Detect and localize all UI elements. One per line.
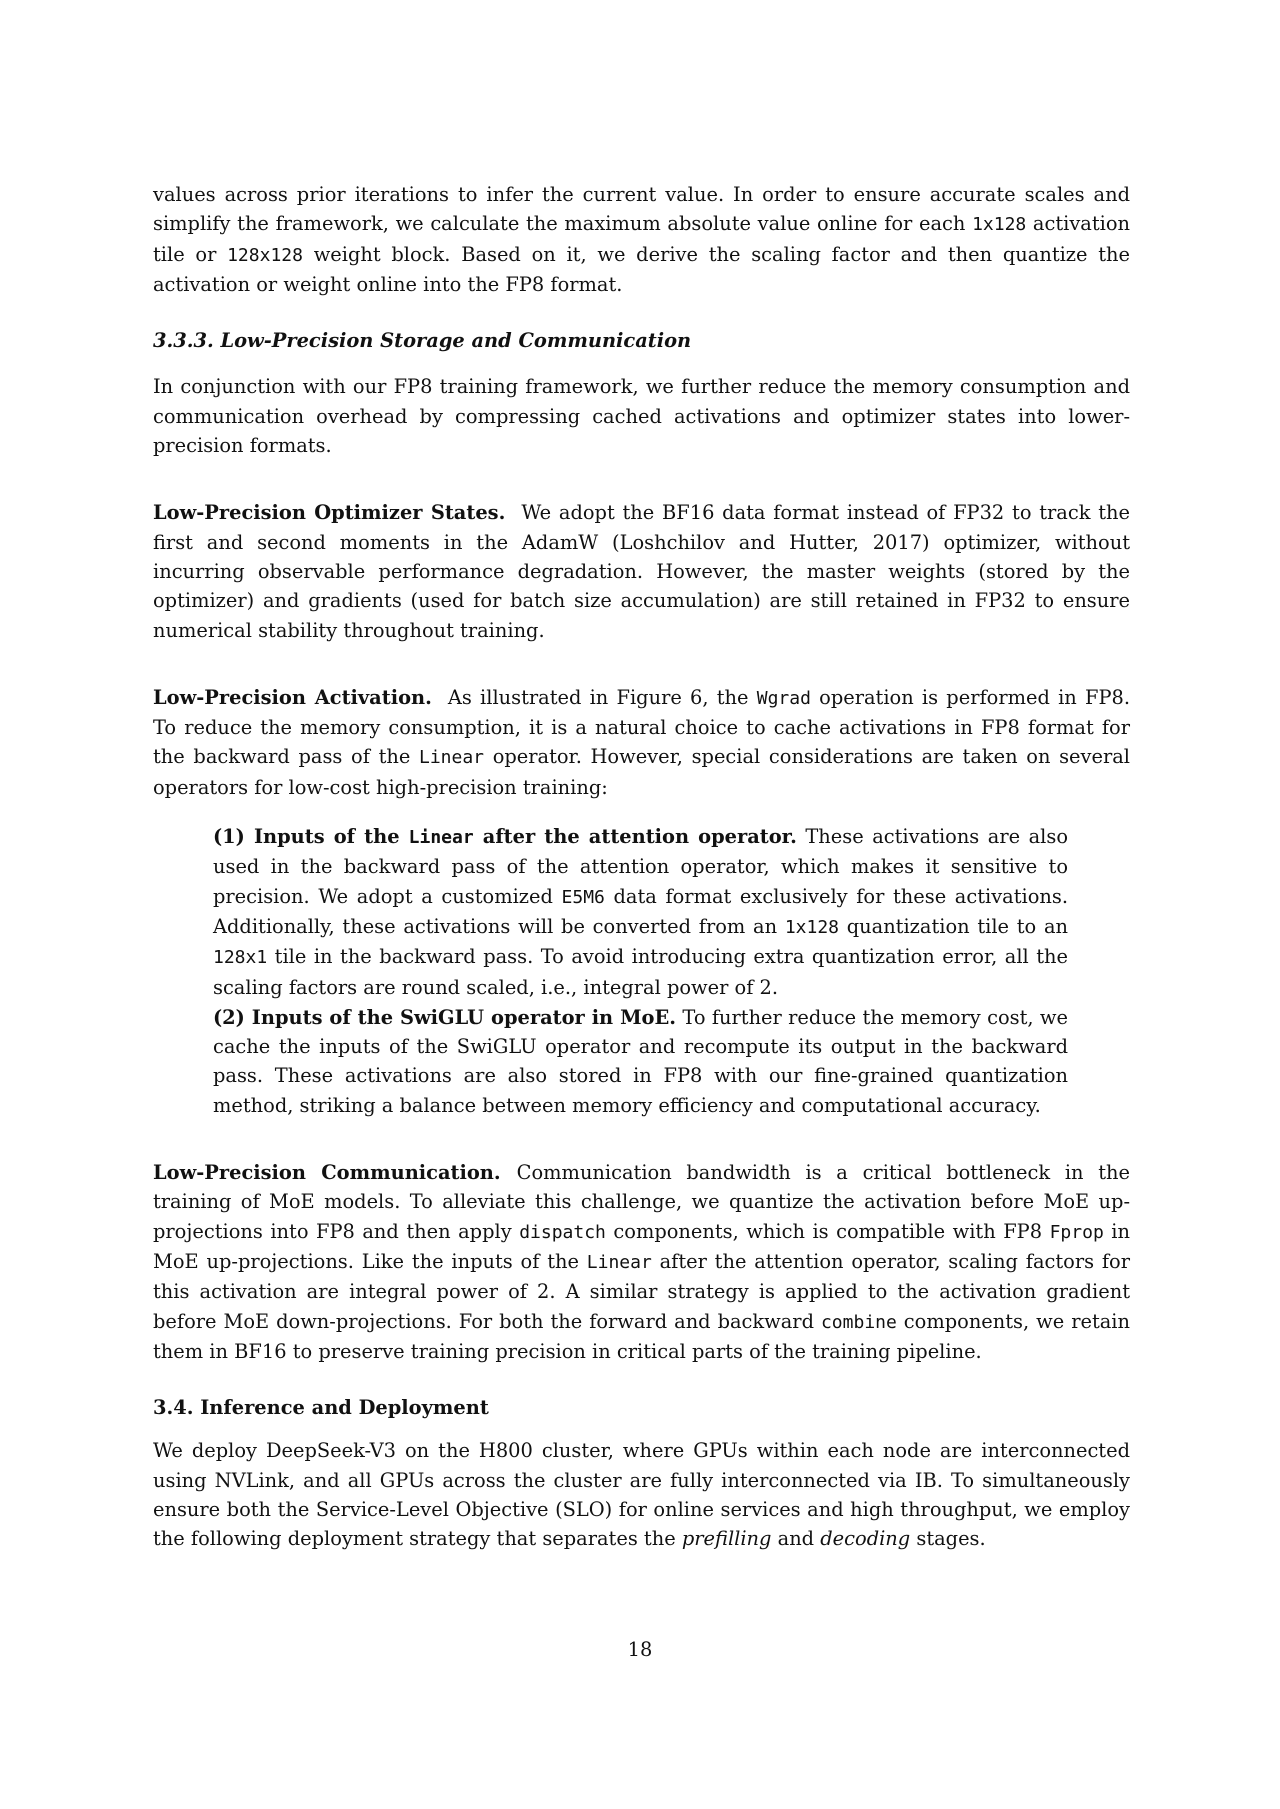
activation-paragraph bbox=[153, 683, 1130, 802]
text-run: after the attention operator, scaling factors for this activation are integral power of 2. A similar strategy is applied to the activation gradient before MoE down-projections. For both the forward and backward bbox=[153, 1249, 1130, 1333]
section-heading-34: 3.4. Inference and Deployment bbox=[153, 1396, 489, 1420]
section-34-paragraph bbox=[153, 1436, 1130, 1553]
paragraph-heading: Low-Precision Activation. bbox=[153, 685, 432, 709]
text-run: (1) Inputs of the bbox=[213, 825, 409, 849]
subsection-333-paragraph: In conjunction with our FP8 training framework, we further reduce the memory consumption and communication overhead by compressing cached activations and optimizer states into lower-precision formats. bbox=[153, 375, 1130, 458]
text-run: and bbox=[771, 1527, 821, 1551]
text-run: weight block. Based on it, we derive the scaling factor and then quantize the activation or weight online into the FP8 format. bbox=[153, 242, 1130, 296]
item-heading bbox=[213, 825, 797, 848]
text-run: tile in the backward pass. To avoid introducing extra quantization error, all the scaling factors are round scaled, i.e., integral power of 2. bbox=[213, 945, 1068, 999]
code-linear: Linear bbox=[419, 747, 485, 769]
activation-list bbox=[213, 822, 1068, 1120]
code-1x128: 1x128 bbox=[784, 916, 839, 938]
list-item bbox=[213, 822, 1068, 1002]
code-linear: Linear bbox=[408, 827, 474, 849]
code-linear: Linear bbox=[586, 1251, 652, 1273]
code-128x1: 128x1 bbox=[213, 947, 268, 969]
text-run: components, which is compatible with FP8 bbox=[605, 1219, 1050, 1243]
code-e5m6: E5M6 bbox=[561, 886, 605, 908]
item-heading: (2) Inputs of the SwiGLU operator in MoE. bbox=[213, 1005, 677, 1029]
code-wgrad: Wgrad bbox=[756, 687, 811, 709]
text-run: values across prior iterations to infer the current value. In order to ensure accurate scales and simplify the framework, we calculate the maximum absolute value online for each bbox=[153, 183, 1130, 236]
emphasis-decoding: decoding bbox=[820, 1527, 911, 1551]
intro-paragraph bbox=[153, 180, 1130, 299]
text-run: These activations are also used in the backward pass of the attention operator, which makes it sensitive to precision. We adopt a customized bbox=[213, 825, 1068, 908]
text-run: As illustrated in Figure 6, the bbox=[447, 685, 757, 709]
list-item bbox=[213, 1003, 1068, 1120]
emphasis-prefilling: prefilling bbox=[681, 1527, 772, 1551]
text-run: data format exclusively for these activations. Additionally, these activations will be converted from an bbox=[213, 884, 1068, 938]
paragraph-heading: Low-Precision Optimizer States. bbox=[153, 501, 506, 525]
page-number: 18 bbox=[627, 1638, 653, 1661]
text-run: components, we retain them in BF16 to preserve training precision in critical parts of the training pipeline. bbox=[153, 1309, 1130, 1363]
text-run: quantization tile to an bbox=[839, 914, 1068, 938]
paragraph-heading: Low-Precision Communication. bbox=[153, 1161, 501, 1185]
code-128x128: 128x128 bbox=[227, 244, 303, 266]
text-run: after the attention operator. bbox=[473, 825, 797, 849]
text-run: We adopt the BF16 data format instead of FP32 to track the first and second moments in the AdamW (Loshchilov and Hutter, 2017) optimizer, without incurring observable performance degradation. However, the master weights (stored by the optimizer) and gradients (used for batch size accumulation) are still retained in FP32 to ensure numerical stability throughout training. bbox=[153, 501, 1130, 642]
text-run: in MoE up-projections. Like the inputs of the bbox=[153, 1219, 1130, 1273]
code-1x128: 1x128 bbox=[972, 214, 1027, 236]
text-run: We deploy DeepSeek-V3 on the H800 cluster, where GPUs within each node are interconnected using NVLink, and all GPUs across the cluster are fully interconnected via IB. To simultaneously ensure both the Service-Level Objective (SLO) for online services and high throughput, we employ the following deployment strategy that separates the bbox=[153, 1439, 1130, 1551]
text-run: To further reduce the memory cost, we cache the inputs of the SwiGLU operator and recompute its output in the backward pass. These activations are also stored in FP8 with our fine-grained quantization method, striking a balance between memory efficiency and computational accuracy. bbox=[213, 1005, 1068, 1117]
text-run: operation is performed in FP8. To reduce the memory consumption, it is a natural choice to cache activations in FP8 format for the backward pass of the bbox=[153, 685, 1131, 769]
text-run: Communication bandwidth is a critical bottleneck in the training of MoE models. To alleviate this challenge, we quantize the activation before MoE up-projections into FP8 and then apply bbox=[153, 1161, 1130, 1243]
code-dispatch: dispatch bbox=[519, 1221, 606, 1243]
text-run: operator. However, special considerations are taken on several operators for low-cost high-precision training: bbox=[153, 745, 1130, 799]
communication-paragraph bbox=[153, 1158, 1130, 1366]
page-body bbox=[153, 180, 1130, 1554]
text-run: stages. bbox=[910, 1527, 986, 1551]
text-run: activation tile or bbox=[153, 212, 1131, 266]
code-fprop: Fprop bbox=[1049, 1221, 1104, 1243]
optimizer-states-paragraph bbox=[153, 498, 1130, 644]
code-combine: combine bbox=[820, 1311, 897, 1333]
subsection-heading-333: 3.3.3. Low-Precision Storage and Communication bbox=[153, 329, 692, 353]
